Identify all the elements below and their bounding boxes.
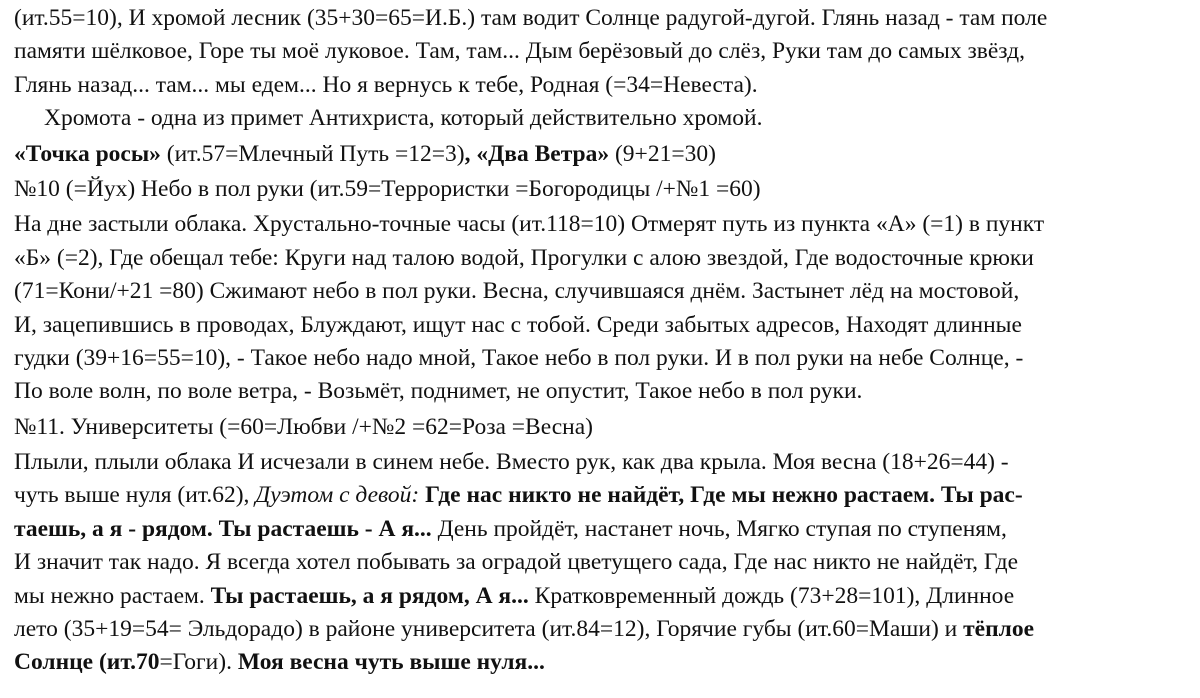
text-run: (ит.57=Млечный Путь =12=3) <box>160 140 465 167</box>
text-line <box>14 275 1186 308</box>
text-line <box>14 646 1186 679</box>
text-line <box>14 102 1186 135</box>
text-line <box>14 208 1186 241</box>
italic-text-run: Дуэтом с девой: <box>255 482 420 509</box>
text-run: №10 (=Йух) Небо в пол руки (ит.59=Террористки =Богородицы /+№1 =60) <box>14 175 761 202</box>
text-run: мы нежно растаем. <box>14 582 211 609</box>
text-line <box>14 69 1186 102</box>
text-run: №11. Университеты (=60=Любви /+№2 =62=Роза =Весна) <box>14 413 593 440</box>
text-line <box>14 375 1186 408</box>
text-run: «Б» (=2), Где обещал тебе: Круги над талою водой, Прогулки с алою звездой, Где водосточные крюки <box>14 244 1034 271</box>
text-line <box>14 546 1186 579</box>
bold-text-run: Ты растаешь, а я рядом, А я... <box>210 582 529 609</box>
text-run: Кратковременный дождь (73+28=101), Длинное <box>528 582 1015 609</box>
text-run: Плыли, плыли облака И исчезали в синем небе. Вместо рук, как два крыла. Моя весна (18+26=44) - <box>14 449 1009 476</box>
text-run: (ит.55=10), И хромой лесник (35+30=65=И.Б.) там водит Солнце радугой-дугой. Глянь назад - там поле <box>14 5 1048 31</box>
text-body <box>14 2 1186 680</box>
text-line <box>14 35 1186 68</box>
text-run: (71=Кони/+21 =80) Сжимают небо в пол руки. Весна, случившаяся днём. Застынет лёд на мостовой, <box>14 278 1020 305</box>
text-run: На дне застыли облака. Хрустально-точные часы (ит.118=10) Отмерят путь из пункта «А» (=1) в пункт <box>14 211 1045 238</box>
text-run: памяти шёлковое, Горе ты моё луковое. Там, там... Дым берёзовый до слёз, Руки там до самых звёзд, <box>14 38 1025 65</box>
text-line <box>14 342 1186 375</box>
text-run: (9+21=30) <box>609 140 716 167</box>
text-line <box>14 411 1186 444</box>
text-run: чуть выше нуля (ит.62), <box>14 482 256 509</box>
bold-text-run: , «Два Ветра» <box>464 140 610 167</box>
text-line <box>14 479 1186 512</box>
text-line <box>14 613 1186 646</box>
text-line <box>14 242 1186 275</box>
text-run: =Гоги). <box>159 649 238 676</box>
bold-text-run: «Точка росы» <box>14 140 161 167</box>
bold-text-run: таешь, а я - рядом. Ты растаешь - А я... <box>14 515 432 542</box>
bold-text-run: Где нас никто не найдёт, Где мы нежно растаем. Ты рас- <box>425 482 1023 509</box>
text-run: День пройдёт, настанет ночь, Мягко ступая по ступеням, <box>431 515 1007 542</box>
bold-text-run: Моя весна чуть выше нуля... <box>237 649 545 676</box>
text-run: И значит так надо. Я всегда хотел побывать за оградой цветущего сада, Где нас никто не найдёт, Где <box>14 549 1019 576</box>
text-line <box>14 309 1186 342</box>
text-run: По воле волн, по воле ветра, - Возьмёт, поднимет, не опустит, Такое небо в пол руки. <box>14 378 863 405</box>
text-line <box>14 513 1186 546</box>
text-run: Глянь назад... там... мы едем... Но я вернусь к тебе, Родная (=34=Невеста). <box>14 71 758 98</box>
text-run: гудки (39+16=55=10), - Такое небо надо мной, Такое небо в пол руки. И в пол руки на небе Солнце, - <box>14 344 1024 371</box>
text-run: Хромота - одна из примет Антихриста, который действительно хромой. <box>44 105 763 132</box>
bold-text-run: Солнце (ит.70 <box>14 649 160 676</box>
text-run: И, зацепившись в проводах, Блуждают, ищут нас с тобой. Среди забытых адресов, Находят длинные <box>14 311 1022 338</box>
text-line <box>14 173 1186 206</box>
text-run: лето (35+19=54= Эльдорадо) в районе университета (ит.84=12), Горячие губы (ит.60=Маши) и <box>14 616 964 643</box>
bold-text-run: тёплое <box>963 616 1035 643</box>
text-line <box>14 2 1186 35</box>
text-line <box>14 446 1186 479</box>
text-line <box>14 138 1186 171</box>
text-line <box>14 580 1186 613</box>
